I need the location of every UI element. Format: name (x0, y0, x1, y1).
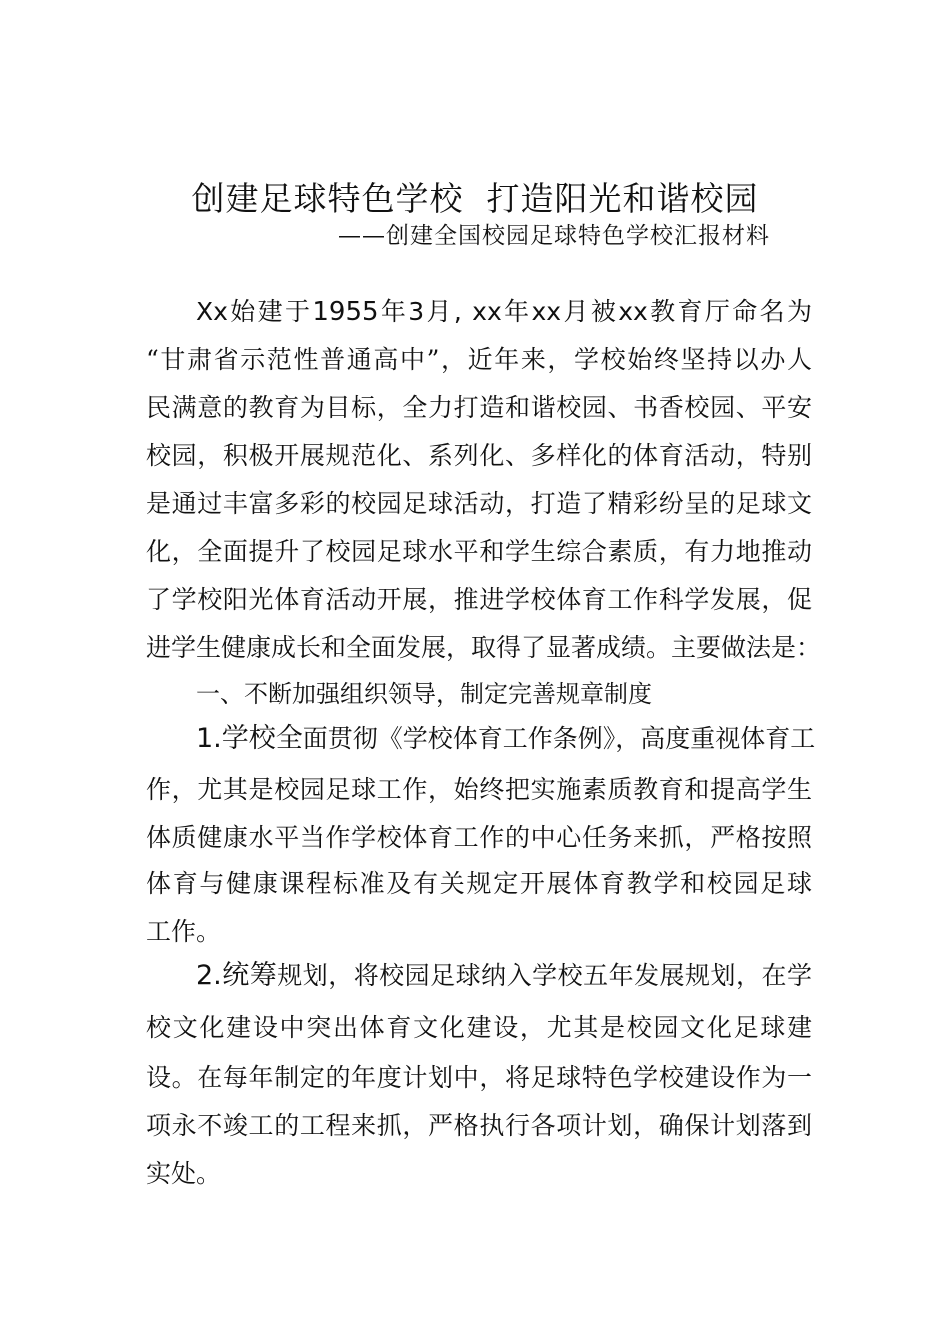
item2-line: 实处。 (146, 1159, 222, 1188)
intro-text-segment: xx (618, 297, 648, 326)
intro-text-segment: 年 (378, 297, 409, 326)
item2-line-1 (196, 956, 812, 996)
intro-text-segment: 始建于 (227, 297, 313, 326)
intro-line: 是通过丰富多彩的校园足球活动，打造了精彩纷呈的足球文 (146, 489, 812, 518)
intro-text-segment: 3 (408, 297, 425, 326)
intro-line-1 (196, 292, 812, 332)
item1-line: 作，尤其是校园足球工作，始终把实施素质教育和提高学生 (146, 775, 812, 804)
intro-text-segment: 被 (590, 297, 619, 326)
intro-text-segment: 教育厅命名为 (647, 297, 812, 326)
intro-text-segment: 年 (501, 297, 532, 326)
intro-text-segment: Xx (196, 297, 228, 326)
item1-line: 体育与健康课程标准及有关规定开展体育教学和校园足球 (146, 869, 812, 898)
item1-lead: 1.学校全 (196, 723, 303, 754)
item2-line: 项永不竣工的工程来抓，严格执行各项计划，确保计划落到 (146, 1111, 812, 1140)
intro-line: 了学校阳光体育活动开展，推进学校体育工作科学发展，促 (146, 585, 812, 614)
item2-lead: 2.统筹 (196, 960, 278, 991)
intro-line: “甘肃省示范性普通高中”，近年来，学校始终坚持以办人 (146, 345, 812, 374)
intro-line: 化，全面提升了校园足球水平和学生综合素质，有力地推动 (146, 537, 812, 566)
intro-line: 校园，积极开展规范化、系列化、多样化的体育活动，特别 (146, 441, 812, 470)
intro-line: 进学生健康成长和全面发展，取得了显著成绩。主要做法是： (146, 633, 822, 662)
item1-line: 工作。 (146, 917, 222, 946)
document-subtitle: ——创建全国校园足球特色学校汇报材料 (338, 223, 770, 249)
item2-rest: 规划，将校园足球纳入学校五年发展规划，在学 (277, 961, 812, 990)
document-title: 创建足球特色学校 打造阳光和谐校园 (191, 179, 759, 218)
item2-line: 设。在每年制定的年度计划中，将足球特色学校建设作为一 (146, 1063, 812, 1092)
section-heading: 一、不断加强组织领导，制定完善规章制度 (196, 680, 652, 708)
item1-line-1 (196, 719, 816, 759)
item1-rest: 面贯彻《学校体育工作条例》，高度重视体育工 (302, 724, 816, 753)
intro-text-segment: xx (531, 297, 562, 326)
item2-line: 校文化建设中突出体育文化建设，尤其是校园文化足球建 (146, 1013, 812, 1042)
intro-year: 1955 (312, 297, 379, 327)
intro-text-segment: 月, (424, 297, 462, 326)
item1-line: 体质健康水平当作学校体育工作的中心任务来抓，严格按照 (146, 823, 812, 852)
intro-text-segment: xx (472, 297, 502, 326)
intro-line: 民满意的教育为目标，全力打造和谐校园、书香校园、平安 (146, 393, 812, 422)
intro-text-segment: 月 (561, 297, 591, 326)
